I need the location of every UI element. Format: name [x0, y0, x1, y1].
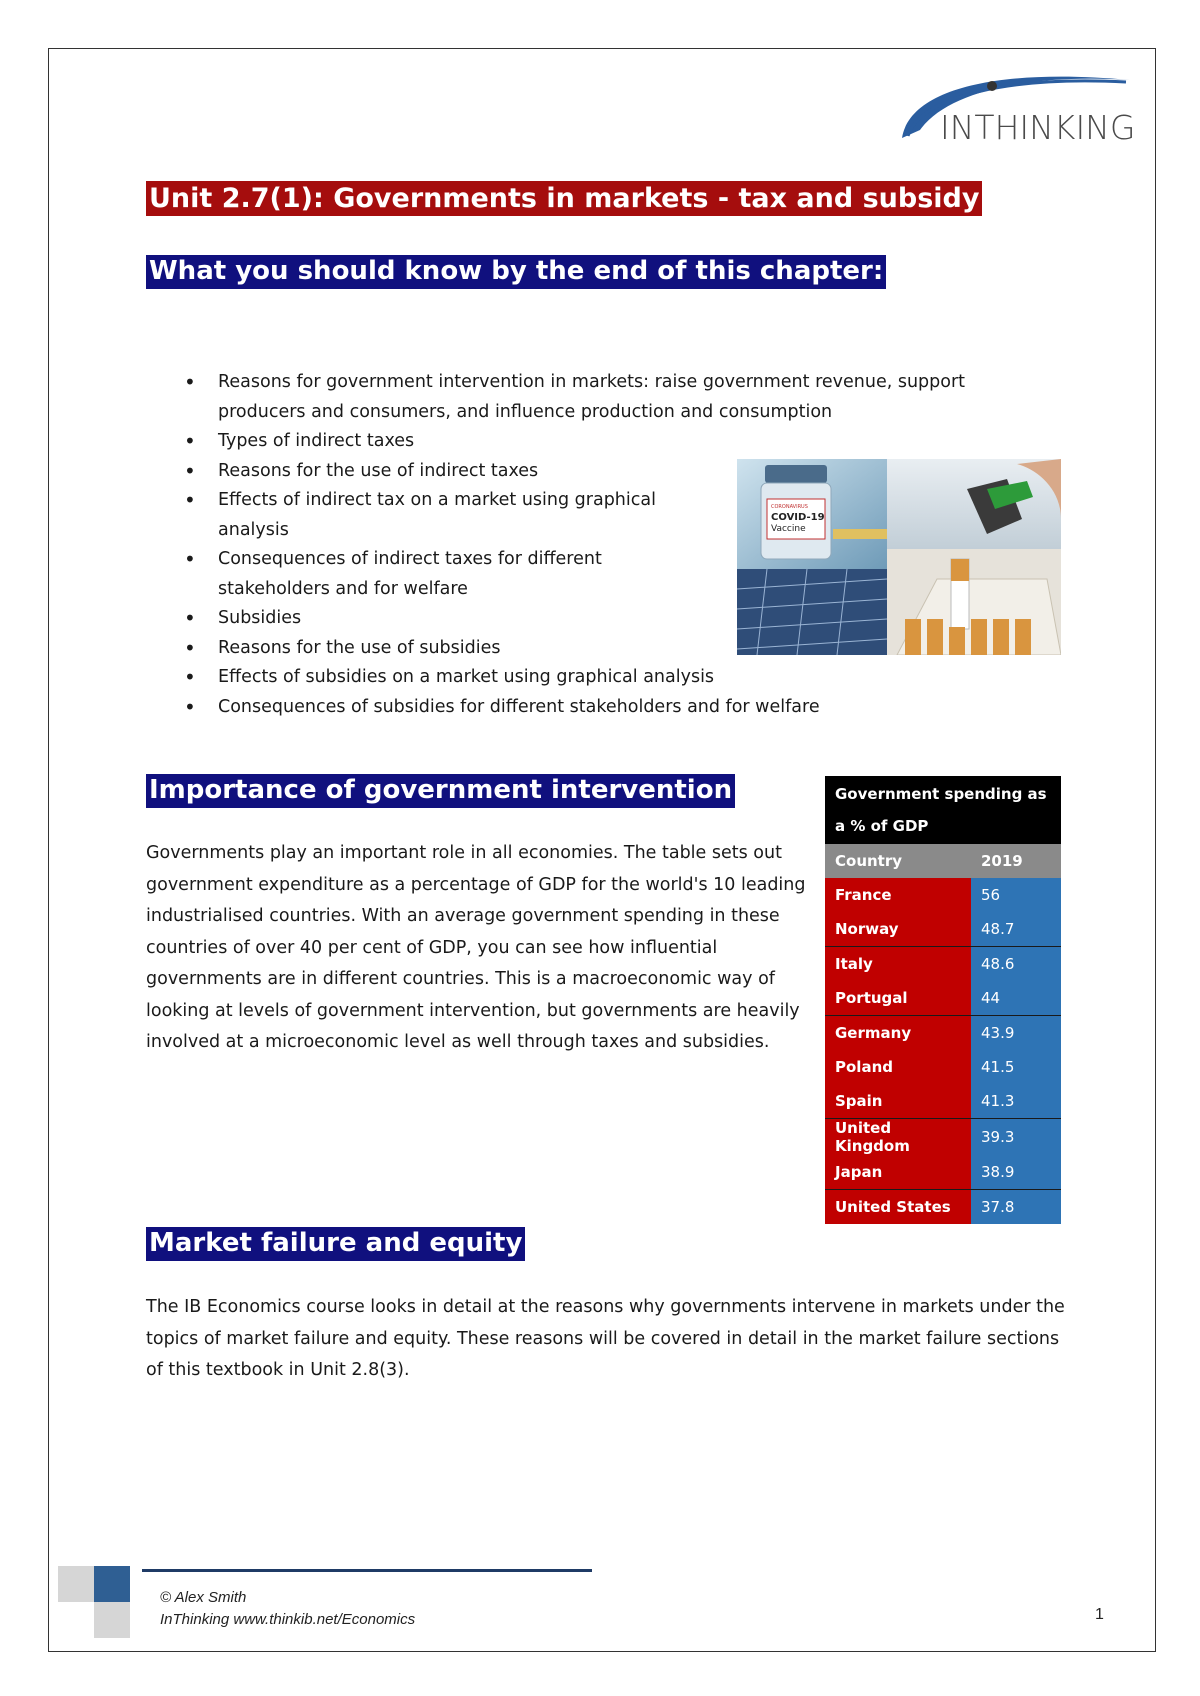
footer-square-grey [58, 1566, 94, 1602]
footer-text [160, 1587, 415, 1631]
table-cell-country: Norway [825, 912, 971, 947]
vial-label-main: COVID-19 [771, 512, 825, 523]
table-cell-value: 48.7 [971, 912, 1061, 947]
vial-label-top: CORONAVIRUS [771, 504, 808, 510]
table-cell-value: 37.8 [971, 1190, 1061, 1225]
gdp-table [825, 776, 1061, 1224]
table-row [825, 947, 1061, 982]
footer-author: © Alex Smith [160, 1589, 247, 1606]
list-item: • Types of indirect taxes [180, 427, 1010, 457]
table-row [825, 981, 1061, 1016]
list-item: • Subsidies [180, 604, 1010, 634]
table-row [825, 1155, 1061, 1190]
list-item: • Consequences of indirect taxes for different stakeholders and for welfare [180, 545, 678, 604]
footer-square-grey [94, 1602, 130, 1638]
footer-square-blue [94, 1566, 130, 1602]
table-row [825, 1084, 1061, 1119]
table-cell-value: 44 [971, 981, 1061, 1016]
table-cell-country: Italy [825, 947, 971, 982]
table-cell-country: United Kingdom [825, 1119, 971, 1156]
page-number: 1 [1095, 1606, 1104, 1623]
table-cell-value: 39.3 [971, 1119, 1061, 1156]
table-row [825, 1119, 1061, 1156]
collage-graphic [737, 459, 1061, 655]
table-row [825, 1050, 1061, 1084]
footer-site: InThinking www.thinkib.net/Economics [160, 1611, 416, 1628]
table-cell-country: France [825, 878, 971, 912]
list-item: • Effects of subsidies on a market using graphical analysis [180, 663, 1010, 693]
table-header-country: Country [825, 844, 971, 878]
table-cell-value: 43.9 [971, 1016, 1061, 1051]
table-cell-value: 56 [971, 878, 1061, 912]
table-cell-value: 48.6 [971, 947, 1061, 982]
market-failure-paragraph: The IB Economics course looks in detail at the reasons why governments intervene in markets under the topics of market failure and equity. These reasons will be covered in detail in the market failure sections of this textbook in Unit 2.8(3). [146, 1297, 1065, 1380]
collage-image [737, 459, 1061, 655]
table-row [825, 1016, 1061, 1051]
table-row [825, 1190, 1061, 1225]
table-row [825, 912, 1061, 947]
list-item: • Consequences of subsidies for different stakeholders and for welfare [180, 693, 1010, 723]
table-row [825, 878, 1061, 912]
importance-paragraph: Governments play an important role in all economies. The table sets out government expenditure as a percentage of GDP for the world's 10 leading industrialised countries. With an average government spending in these countries of over 40 per cent of GDP, you can see how influential governments are in different countries. This is a macroeconomic way of looking at levels of government intervention, but governments are heavily involved at a microeconomic level as well through taxes and subsidies. [146, 843, 806, 1052]
table-caption: Government spending as a % of GDP [825, 776, 1061, 844]
table-header-year: 2019 [971, 844, 1061, 878]
table-cell-value: 41.3 [971, 1084, 1061, 1119]
inthinking-logo [890, 58, 1140, 150]
list-item: • Reasons for government intervention in markets: raise government revenue, support producers and consumers, and influence production and consumption [180, 368, 1010, 427]
list-item: • Reasons for the use of indirect taxes [180, 457, 1010, 487]
list-item: • Effects of indirect tax on a market using graphical analysis [180, 486, 678, 545]
table-cell-country: Portugal [825, 981, 971, 1016]
list-item: • Reasons for the use of subsidies [180, 634, 1010, 664]
table-cell-country: Spain [825, 1084, 971, 1119]
page-title: Unit 2.7(1): Governments in markets - tax and subsidy [146, 181, 982, 216]
table-cell-value: 41.5 [971, 1050, 1061, 1084]
footer-rule [142, 1569, 592, 1572]
market-failure-heading: Market failure and equity [146, 1227, 525, 1261]
table-cell-value: 38.9 [971, 1155, 1061, 1190]
importance-heading: Importance of government intervention [146, 774, 735, 808]
table-cell-country: Poland [825, 1050, 971, 1084]
table-cell-country: Japan [825, 1155, 971, 1190]
table-cell-country: Germany [825, 1016, 971, 1051]
footer-square-white [58, 1602, 94, 1638]
objectives-heading: What you should know by the end of this chapter: [146, 255, 886, 289]
logo-wordmark: INTHINKING [940, 108, 1136, 147]
table-cell-country: United States [825, 1190, 971, 1225]
vial-label-sub: Vaccine [771, 524, 806, 534]
